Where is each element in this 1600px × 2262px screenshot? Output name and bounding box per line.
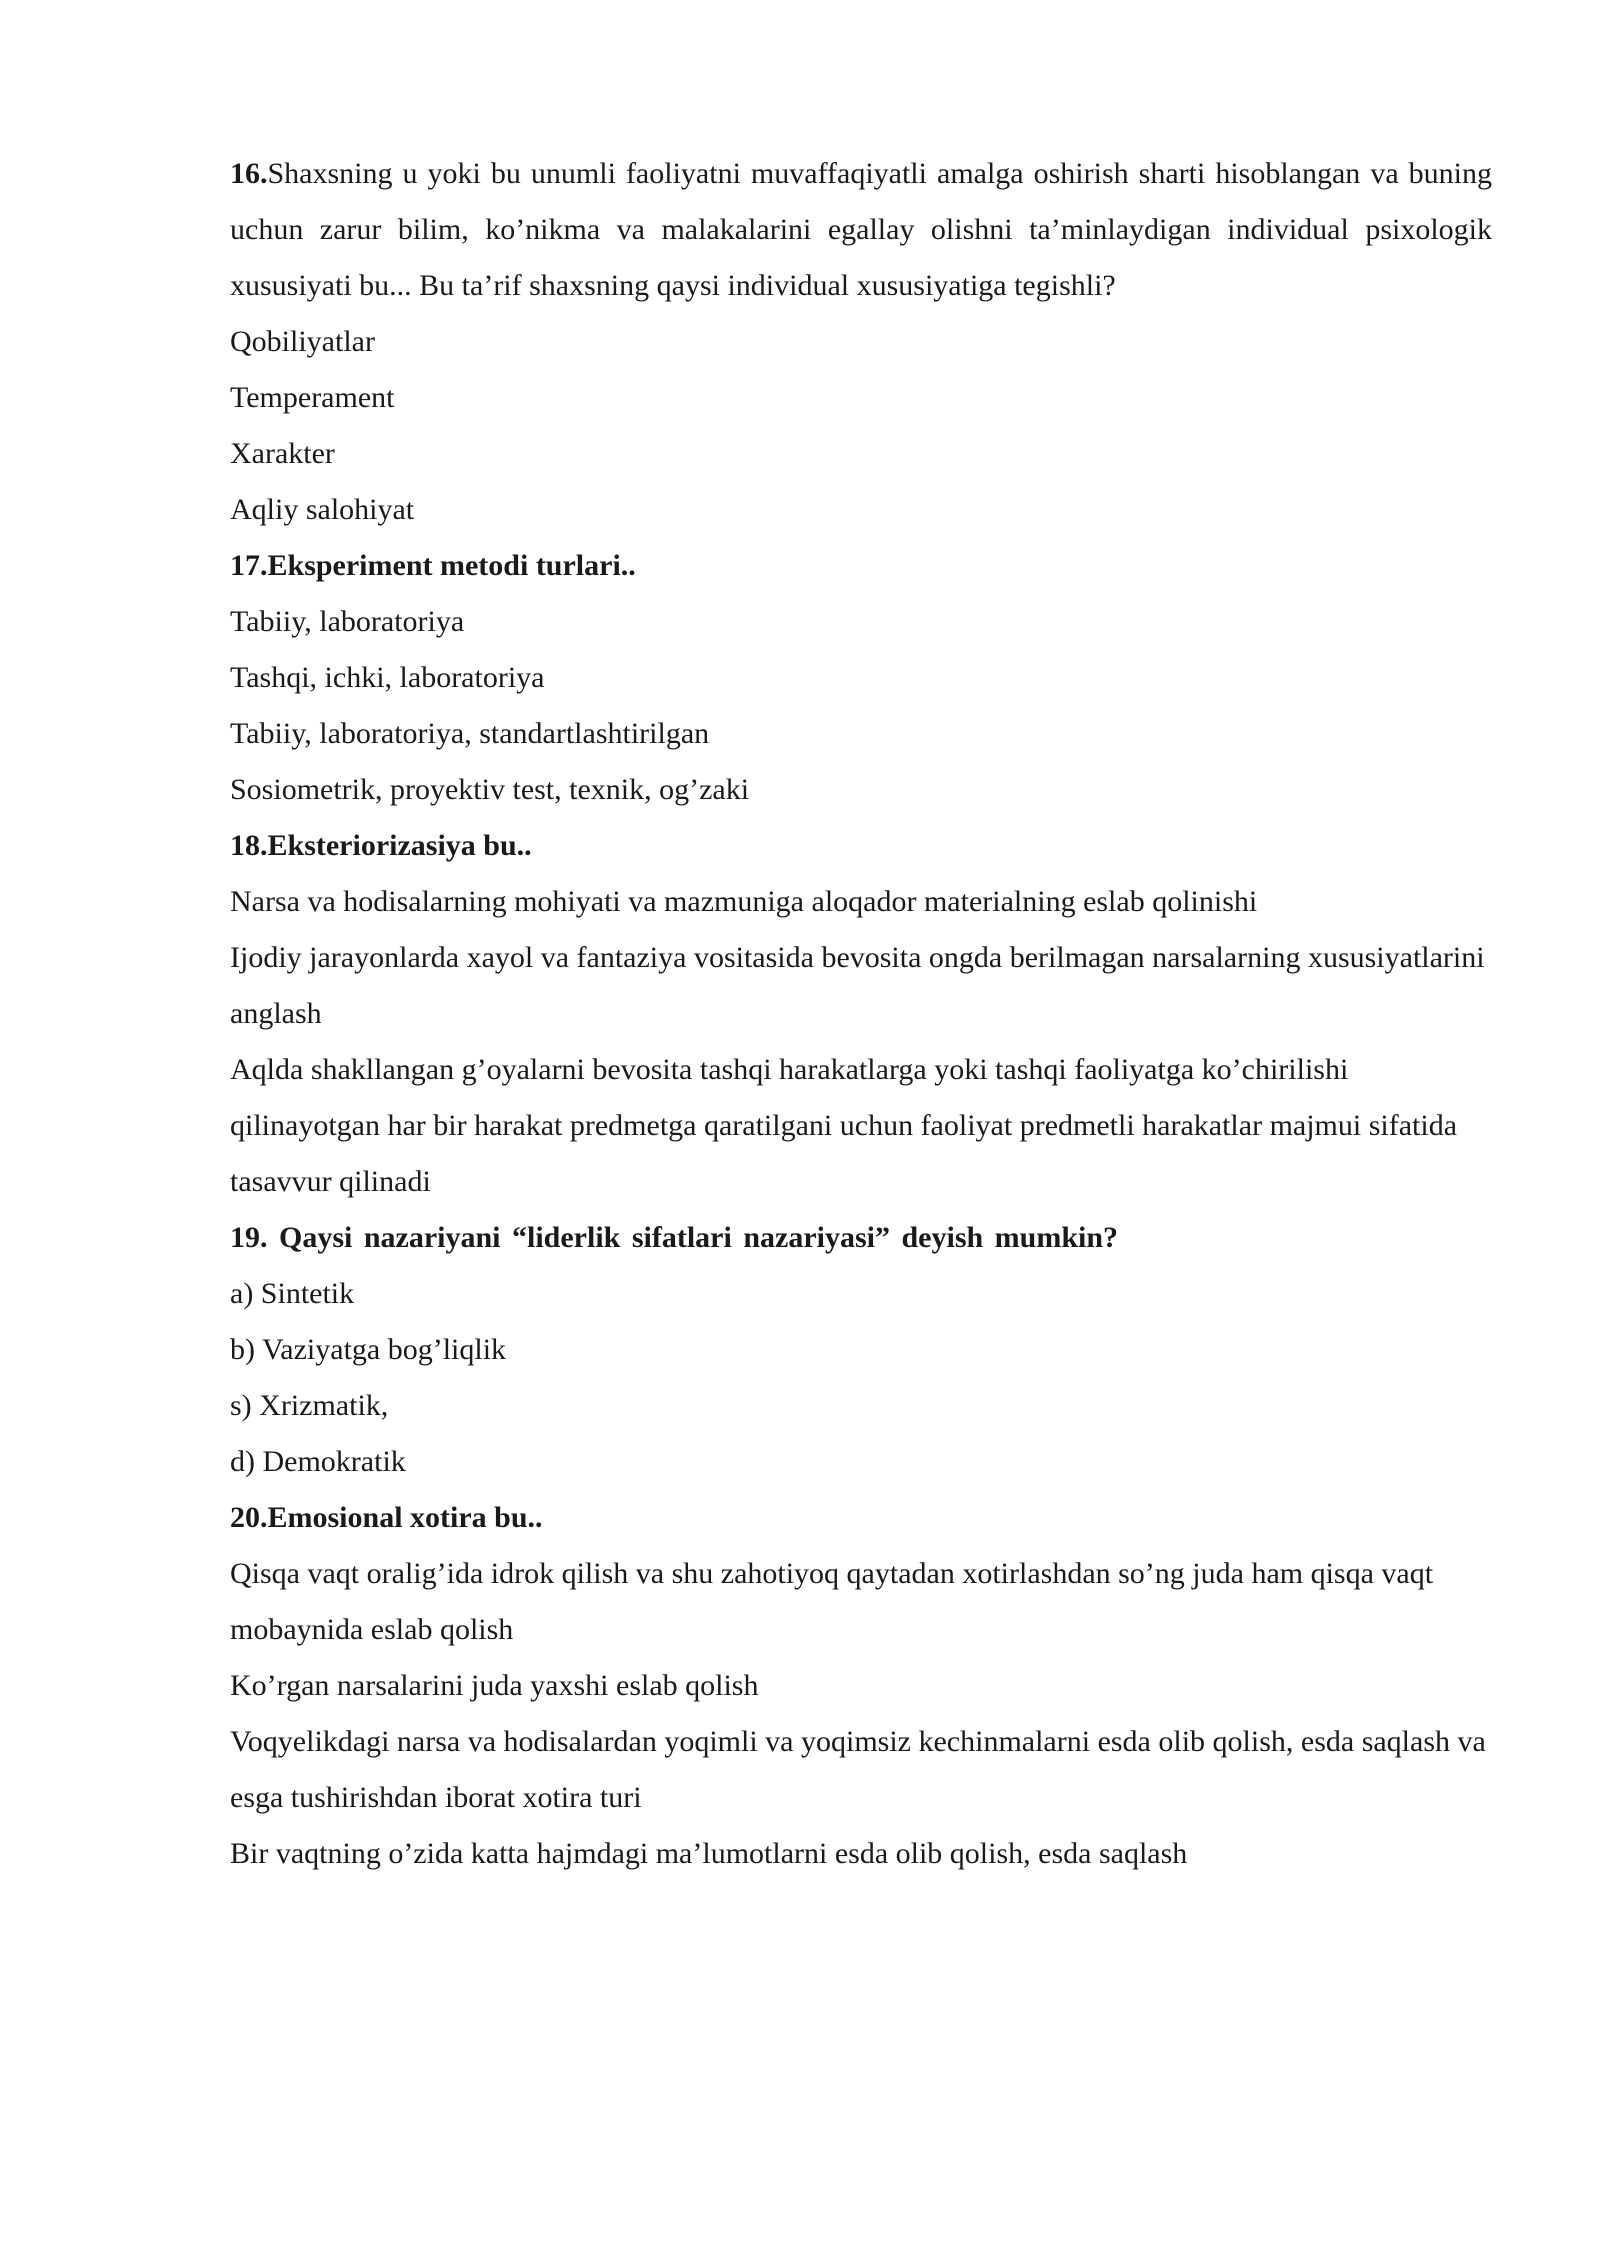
answer-option: Aqlda shakllangan g’oyalarni bevosita tashqi harakatlarga yoki tashqi faoliyatga ko’chirilishi qilinayotgan har bir harakat predmetga qaratilgani uchun faoliyat predmetli harakatlar majmui sifatida tasavvur qilinadi <box>230 1053 1458 1198</box>
question-prompt: Qaysi nazariyani “liderlik sifatlari nazariyasi” deyish mumkin? <box>267 1221 1119 1254</box>
answer-option: Xarakter <box>230 437 335 470</box>
question-number: 20. <box>230 1501 268 1534</box>
question-20 <box>230 1490 1492 1882</box>
answer-option: d) Demokratik <box>230 1445 406 1478</box>
question-16-text <box>230 146 1492 314</box>
question-number: 19. <box>230 1221 268 1254</box>
question-prompt: Eksperiment metodi turlari.. <box>267 549 636 582</box>
question-prompt: Shaxsning u yoki bu unumli faoliyatni muvaffaqiyatli amalga oshirish sharti hisoblangan va buning uchun zarur bilim, ko’nikma va malakalarini egallay olishni ta’minlaydigan individual psixologik xususiyati bu... Bu ta’rif shaxsning qaysi individual xususiyatiga tegishli? <box>230 157 1492 302</box>
question-prompt: Emosional xotira bu.. <box>267 1501 543 1534</box>
question-18-text <box>230 818 1492 874</box>
answer-option: Narsa va hodisalarning mohiyati va mazmuniga aloqador materialning eslab qolinishi <box>230 885 1258 918</box>
document-page <box>230 146 1492 1882</box>
answer-option: Tabiiy, laboratoriya <box>230 605 465 638</box>
answer-option: s) Xrizmatik, <box>230 1389 389 1422</box>
answer-option: Temperament <box>230 381 395 414</box>
answer-option: Sosiometrik, proyektiv test, texnik, og’zaki <box>230 773 750 806</box>
answer-option: Qisqa vaqt oralig’ida idrok qilish va shu zahotiyoq qaytadan xotirlashdan so’ng juda ham qisqa vaqt mobaynida eslab qolish <box>230 1557 1434 1646</box>
question-20-text <box>230 1490 1492 1546</box>
question-17-text <box>230 538 1492 594</box>
question-prompt: Eksteriorizasiya bu.. <box>267 829 532 862</box>
question-number: 17. <box>230 549 268 582</box>
answer-option: Ko’rgan narsalarini juda yaxshi eslab qolish <box>230 1669 759 1702</box>
answer-option: Bir vaqtning o’zida katta hajmdagi ma’lumotlarni esda olib qolish, esda saqlash <box>230 1837 1188 1870</box>
question-number: 16. <box>230 157 268 190</box>
answer-option: a) Sintetik <box>230 1277 355 1310</box>
answer-option: Aqliy salohiyat <box>230 493 415 526</box>
answer-option: Voqyelikdagi narsa va hodisalardan yoqimli va yoqimsiz kechinmalarni esda olib qolish, esda saqlash va esga tushirishdan iborat xotira turi <box>230 1725 1486 1814</box>
answer-option: Tabiiy, laboratoriya, standartlashtirilgan <box>230 717 710 750</box>
answer-option: Ijodiy jarayonlarda xayol va fantaziya vositasida bevosita ongda berilmagan narsalarning xususiyatlarini anglash <box>230 941 1485 1030</box>
question-19 <box>230 1210 1492 1490</box>
question-18 <box>230 818 1492 1210</box>
answer-option: Qobiliyatlar <box>230 325 375 358</box>
question-16 <box>230 146 1492 538</box>
question-number: 18. <box>230 829 268 862</box>
question-19-text <box>230 1210 1492 1266</box>
question-17 <box>230 538 1492 818</box>
answer-option: Tashqi, ichki, laboratoriya <box>230 661 545 694</box>
answer-option: b) Vaziyatga bog’liqlik <box>230 1333 507 1366</box>
